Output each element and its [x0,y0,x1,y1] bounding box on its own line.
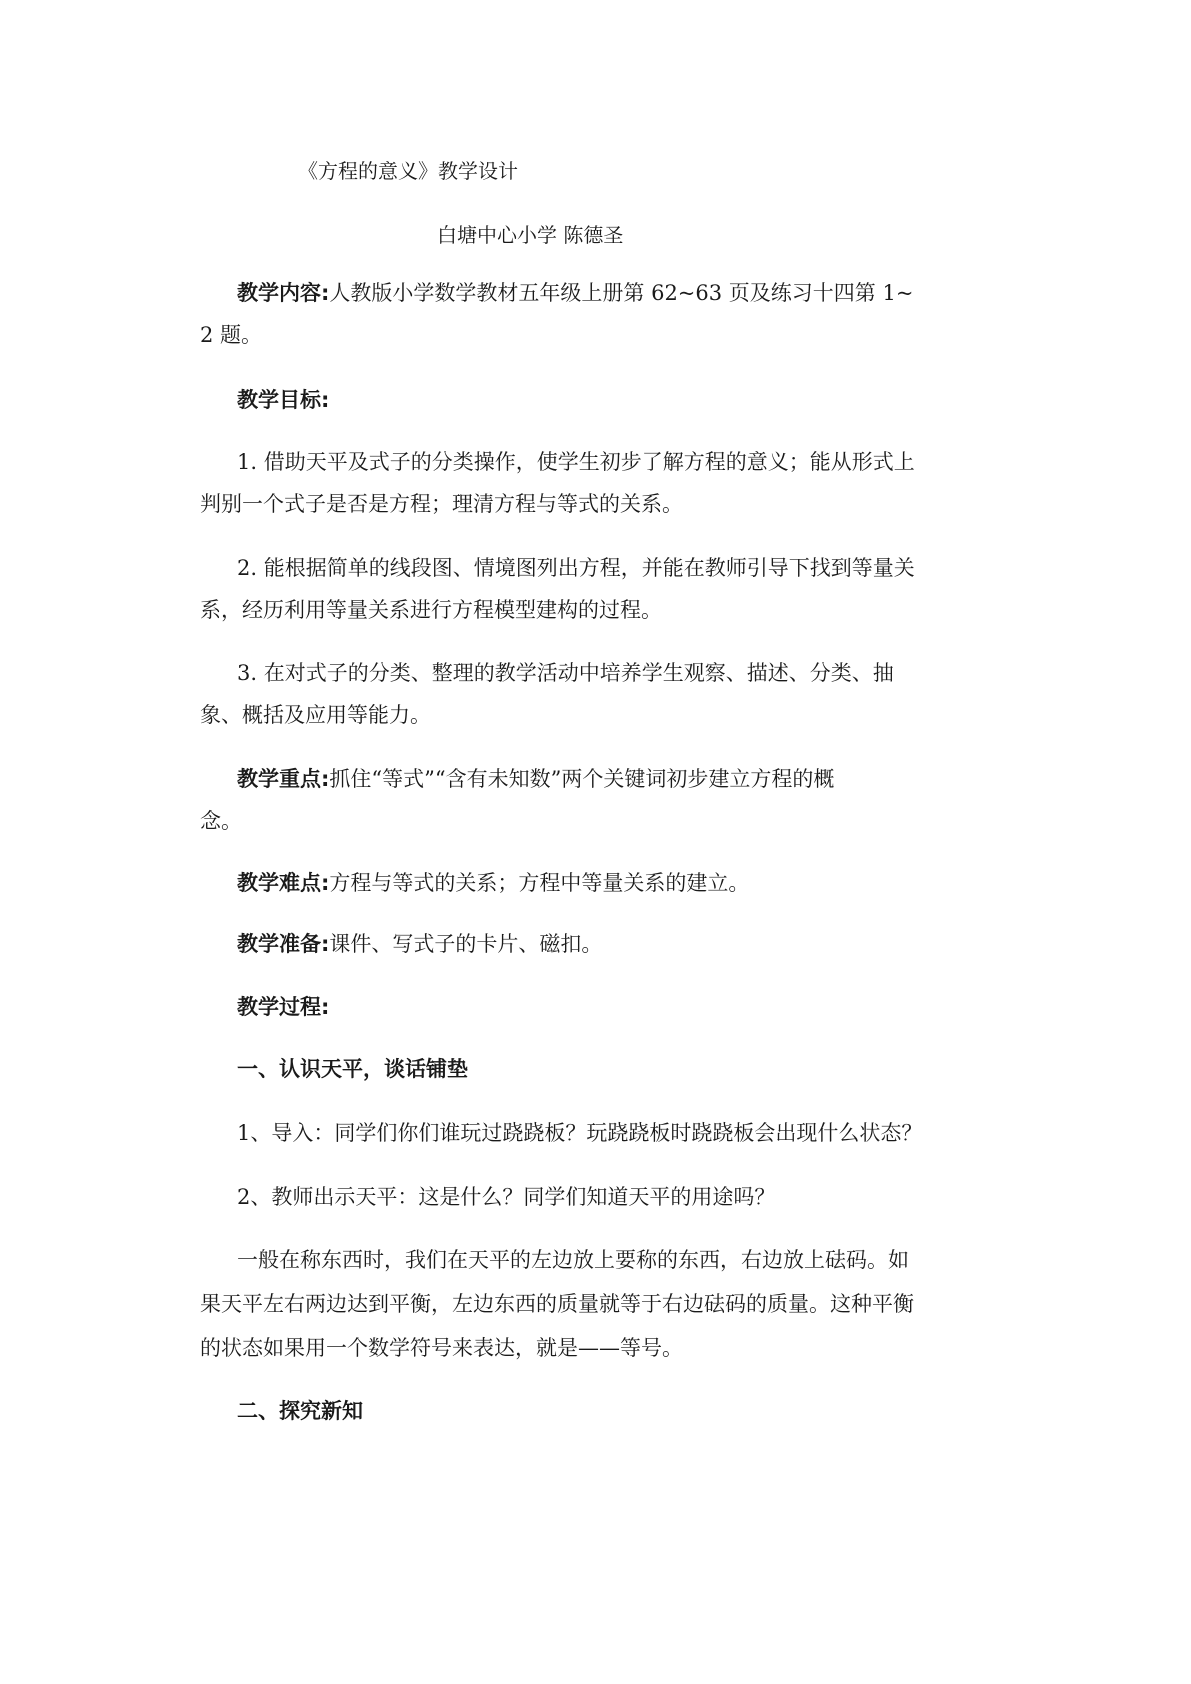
key-point-line-1 [237,764,997,794]
key-point-label: 教学重点: [237,767,330,791]
document-title: 《方程的意义》教学设计 [298,159,518,183]
paragraph-line-2: 果天平左右两边达到平衡，左边东西的质量就等于右边砝码的质量。这种平衡 [200,1292,914,1316]
content-text-1: 人教版小学数学教材五年级上册第 62~63 页及练习十四第 1~ [329,281,914,305]
prep-label: 教学准备: [237,932,330,956]
section-2-heading: 二、探究新知 [237,1399,363,1423]
goal-1-line-1: 1. 借助天平及式子的分类操作，使学生初步了解方程的意义；能从形式上 [237,450,915,474]
section-1-item-1: 1、导入：同学们你们谁玩过跷跷板？玩跷跷板时跷跷板会出现什么状态？ [237,1121,923,1145]
content-label: 教学内容: [237,281,330,305]
process-label: 教学过程: [237,995,330,1019]
goal-3-line-2: 象、概括及应用等能力。 [200,703,431,727]
goal-1-line-2: 判别一个式子是否是方程；理清方程与等式的关系。 [200,492,683,516]
content-text-2: 2 题。 [200,323,263,347]
prep-text: 课件、写式子的卡片、磁扣。 [329,932,603,956]
paragraph-line-1: 一般在称东西时，我们在天平的左边放上要称的东西，右边放上砝码。如 [237,1248,909,1272]
key-point-text-2: 念。 [200,809,242,833]
goal-3-line-1: 3. 在对式子的分类、整理的教学活动中培养学生观察、描述、分类、抽 [237,661,894,685]
key-point-text-1: 抓住“等式”“含有未知数”两个关键词初步建立方程的概 [329,767,835,791]
goals-label: 教学目标: [237,388,330,412]
goal-2-line-2: 系，经历利用等量关系进行方程模型建构的过程。 [200,598,662,622]
paragraph-line-3: 的状态如果用一个数学符号来表达，就是——等号。 [200,1336,683,1360]
prep-line [237,929,997,959]
author-line: 白塘中心小学 陈德圣 [437,223,624,247]
goal-2-line-1: 2. 能根据简单的线段图、情境图列出方程，并能在教师引导下找到等量关 [237,556,915,580]
section-1-heading: 一、认识天平，谈话铺垫 [237,1057,468,1081]
content-line-1 [237,278,997,308]
difficulty-text: 方程与等式的关系；方程中等量关系的建立。 [329,871,750,895]
difficulty-line [237,868,997,898]
difficulty-label: 教学难点: [237,871,330,895]
section-1-item-2: 2、教师出示天平：这是什么？同学们知道天平的用途吗？ [237,1185,776,1209]
